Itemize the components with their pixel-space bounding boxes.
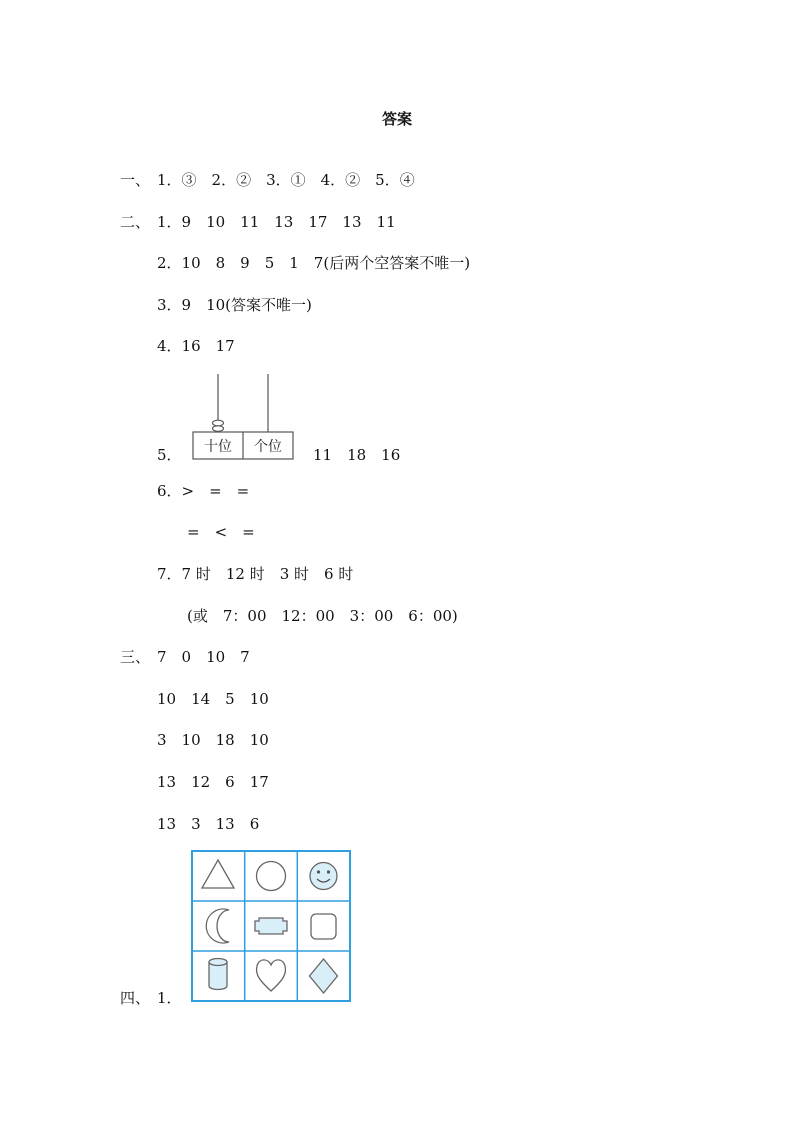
section-3-row-2: 10 14 5 10 — [157, 690, 269, 708]
section-4-q1-label: 1． — [157, 989, 182, 1007]
section-2-q4: 4．16 17 — [157, 337, 235, 355]
section-2-q5-answers: 11 18 16 — [313, 446, 401, 464]
section-2-q6-line1: 6．> = = — [157, 482, 250, 500]
section-2-q5-label: 5． — [157, 446, 182, 464]
abacus-tens-beads — [213, 420, 224, 431]
section-2-q3: 3．9 10(答案不唯一) — [157, 296, 312, 314]
abacus-bead — [213, 426, 224, 432]
section-3-row-3: 3 10 18 10 — [157, 731, 269, 749]
section-2-q2: 2．10 8 9 5 1 7(后两个空答案不唯一) — [157, 254, 471, 272]
section-3-label: 三、 — [120, 648, 151, 666]
cylinder-shape — [209, 959, 227, 990]
section-2-q1: 1．9 10 11 13 17 13 11 — [157, 213, 396, 231]
section-1-label: 一、 — [120, 171, 151, 189]
shape-grid — [191, 850, 353, 1003]
abacus-bead — [213, 420, 224, 426]
section-4-label: 四、 — [120, 989, 151, 1007]
cross-rectangle-shape — [255, 918, 287, 934]
abacus-ones-label: 个位 — [254, 439, 282, 455]
section-2-q7-line2: (或 7：00 12：00 3：00 6：00) — [187, 607, 458, 625]
section-1-answers: 1．③ 2．② 3．① 4．② 5．④ — [157, 171, 415, 189]
section-3-row-5: 13 3 13 6 — [157, 815, 260, 833]
section-2-q7-line1: 7．7 时 12 时 3 时 6 时 — [157, 565, 354, 583]
abacus-figure — [190, 374, 296, 462]
section-3-row-4: 13 12 6 17 — [157, 773, 269, 791]
section-3-row-1: 7 0 10 7 — [157, 648, 250, 666]
section-2-q6-line2: = < = — [187, 523, 255, 541]
section-2-label: 二、 — [120, 213, 151, 231]
abacus-tens-label: 十位 — [204, 439, 232, 455]
page-title: 答案 — [381, 110, 412, 128]
smiley-shape — [310, 863, 337, 890]
